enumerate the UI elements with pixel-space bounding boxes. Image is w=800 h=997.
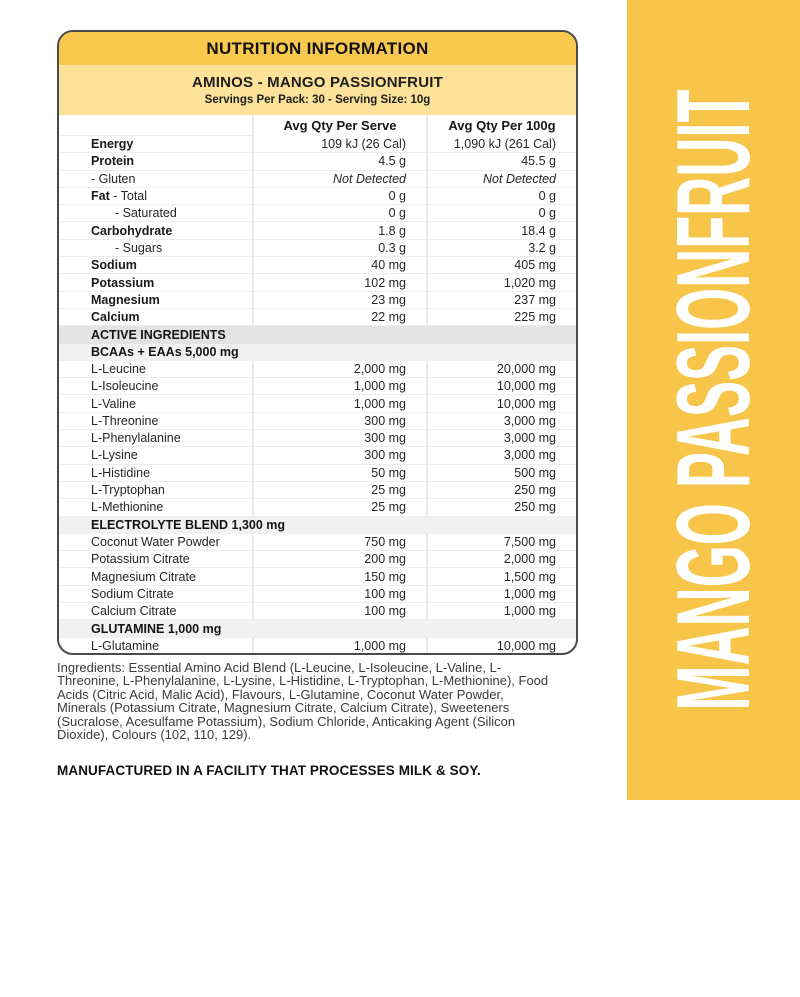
value-per-serve: 300 mg — [252, 430, 426, 447]
value-per-serve: 1,000 mg — [252, 378, 426, 395]
value-per-100g: Not Detected — [426, 171, 576, 188]
header-per-100g: Avg Qty Per 100g — [426, 115, 576, 136]
row-label: Calcium — [59, 309, 252, 326]
row-label: Calcium Citrate — [59, 603, 252, 620]
table-row — [59, 361, 576, 378]
table-row — [59, 430, 576, 447]
table-row — [59, 274, 576, 291]
ingredients-line: Acids (Citric Acid, Malic Acid), Flavours, L-Glutamine, Coconut Water Powder, — [57, 686, 504, 702]
value-per-100g: 3,000 mg — [426, 413, 576, 430]
row-label: L-Isoleucine — [59, 378, 252, 395]
table-row — [59, 395, 576, 412]
header-spacer — [59, 115, 252, 136]
value-per-100g: 250 mg — [426, 499, 576, 516]
value-per-serve: 100 mg — [252, 586, 426, 603]
value-per-100g: 3,000 mg — [426, 447, 576, 464]
ingredients-line: (Sucralose, Acesulfame Potassium), Sodium Chloride, Anticaking Agent (Silicon — [57, 713, 516, 729]
nutrition-panel — [57, 30, 578, 655]
table-row — [59, 499, 576, 516]
header-per-serve: Avg Qty Per Serve — [252, 115, 426, 136]
table-row — [59, 413, 576, 430]
row-label: L-Methionine — [59, 499, 252, 516]
row-label: Magnesium Citrate — [59, 568, 252, 585]
table-row — [59, 292, 576, 309]
row-label: Potassium Citrate — [59, 551, 252, 568]
ingredients-line: Dioxide), Colours (102, 110, 129). — [57, 727, 252, 743]
row-label: Potassium — [59, 274, 252, 291]
value-per-100g: 10,000 mg — [426, 638, 576, 655]
value-per-100g: 1,000 mg — [426, 603, 576, 620]
row-label: - Gluten — [59, 171, 252, 188]
row-label: Coconut Water Powder — [59, 534, 252, 551]
value-per-serve: 750 mg — [252, 534, 426, 551]
row-label: Magnesium — [59, 292, 252, 309]
table-row — [59, 136, 576, 153]
table-row — [59, 447, 576, 464]
table-row — [59, 465, 576, 482]
row-label: Sodium — [59, 257, 252, 274]
ingredients-line: Ingredients: Essential Amino Acid Blend (L-Leucine, L-Isoleucine, L-Valine, L- — [57, 660, 502, 675]
table-row — [59, 257, 576, 274]
value-per-serve: 1,000 mg — [252, 395, 426, 412]
ingredients-line: Threonine, L-Phenylalanine, L-Lysine, L-Histidine, L-Tryptophan, L-Methionine), Food — [57, 673, 549, 689]
value-per-100g: 500 mg — [426, 465, 576, 482]
value-per-serve: 1.8 g — [252, 222, 426, 239]
ingredients-paragraph — [57, 661, 587, 741]
value-per-100g: 1,500 mg — [426, 568, 576, 585]
row-label: L-Valine — [59, 395, 252, 412]
value-per-100g: 1,090 kJ (261 Cal) — [426, 136, 576, 153]
table-row — [59, 153, 576, 170]
value-per-serve: Not Detected — [252, 171, 426, 188]
value-per-serve: 22 mg — [252, 309, 426, 326]
value-per-serve: 4.5 g — [252, 153, 426, 170]
value-per-100g: 250 mg — [426, 482, 576, 499]
table-row — [59, 551, 576, 568]
table-row — [59, 603, 576, 620]
value-per-serve: 109 kJ (26 Cal) — [252, 136, 426, 153]
table-row — [59, 586, 576, 603]
value-per-100g: 3.2 g — [426, 240, 576, 257]
value-per-serve: 25 mg — [252, 499, 426, 516]
section-header: ACTIVE INGREDIENTS — [59, 326, 576, 343]
value-per-100g: 10,000 mg — [426, 378, 576, 395]
value-per-100g: 405 mg — [426, 257, 576, 274]
value-per-100g: 0 g — [426, 188, 576, 205]
value-per-serve: 40 mg — [252, 257, 426, 274]
row-label: Carbohydrate — [59, 222, 252, 239]
flavour-sidebar — [627, 0, 800, 800]
value-per-serve: 0 g — [252, 205, 426, 222]
table-row — [59, 205, 576, 222]
value-per-serve: 25 mg — [252, 482, 426, 499]
value-per-100g: 18.4 g — [426, 222, 576, 239]
value-per-100g: 237 mg — [426, 292, 576, 309]
value-per-100g: 45.5 g — [426, 153, 576, 170]
table-row — [59, 568, 576, 585]
value-per-serve: 50 mg — [252, 465, 426, 482]
row-label: L-Histidine — [59, 465, 252, 482]
value-per-100g: 20,000 mg — [426, 361, 576, 378]
product-bar — [59, 65, 576, 115]
facility-warning: MANUFACTURED IN A FACILITY THAT PROCESSES MILK & SOY. — [57, 762, 481, 778]
value-per-serve: 200 mg — [252, 551, 426, 568]
ingredients-line: Minerals (Potassium Citrate, Magnesium Citrate, Calcium Citrate), Sweeteners — [57, 700, 510, 716]
value-per-serve: 0 g — [252, 188, 426, 205]
value-per-serve: 1,000 mg — [252, 638, 426, 655]
table-row — [59, 482, 576, 499]
value-per-serve: 102 mg — [252, 274, 426, 291]
value-per-serve: 100 mg — [252, 603, 426, 620]
value-per-serve: 2,000 mg — [252, 361, 426, 378]
value-per-100g: 1,020 mg — [426, 274, 576, 291]
row-label: Protein — [59, 153, 252, 170]
value-per-100g: 10,000 mg — [426, 395, 576, 412]
section-header: ELECTROLYTE BLEND 1,300 mg — [59, 517, 576, 534]
table-row — [59, 378, 576, 395]
value-per-100g: 225 mg — [426, 309, 576, 326]
value-per-100g: 0 g — [426, 205, 576, 222]
flavour-vertical-text — [655, 0, 772, 997]
product-title: AMINOS - MANGO PASSIONFRUIT — [192, 74, 443, 91]
value-per-100g: 1,000 mg — [426, 586, 576, 603]
value-per-serve: 0.3 g — [252, 240, 426, 257]
nutrition-table-body — [59, 136, 576, 655]
panel-title-bar — [59, 32, 576, 65]
row-label: L-Glutamine — [59, 638, 252, 655]
panel-title: NUTRITION INFORMATION — [206, 38, 429, 58]
value-per-serve: 23 mg — [252, 292, 426, 309]
section-header: GLUTAMINE 1,000 mg — [59, 620, 576, 637]
row-label: - Sugars — [59, 240, 252, 257]
value-per-100g: 2,000 mg — [426, 551, 576, 568]
row-label: L-Lysine — [59, 447, 252, 464]
table-row — [59, 638, 576, 655]
table-header-row — [59, 115, 576, 136]
value-per-100g: 3,000 mg — [426, 430, 576, 447]
value-per-100g: 7,500 mg — [426, 534, 576, 551]
section-header: BCAAs + EAAs 5,000 mg — [59, 344, 576, 361]
flavour-text-label: MANGO PASSIONFRUIT — [655, 89, 772, 711]
row-label: L-Tryptophan — [59, 482, 252, 499]
row-label: L-Threonine — [59, 413, 252, 430]
row-label: Fat - Total — [59, 188, 252, 205]
row-label: Sodium Citrate — [59, 586, 252, 603]
value-per-serve: 300 mg — [252, 413, 426, 430]
row-label: - Saturated — [59, 205, 252, 222]
servings-line: Servings Per Pack: 30 - Serving Size: 10g — [204, 94, 431, 106]
table-row — [59, 534, 576, 551]
value-per-serve: 150 mg — [252, 568, 426, 585]
table-row — [59, 222, 576, 239]
value-per-serve: 300 mg — [252, 447, 426, 464]
row-label: L-Phenylalanine — [59, 430, 252, 447]
table-row — [59, 188, 576, 205]
row-label: L-Leucine — [59, 361, 252, 378]
row-label: Energy — [59, 136, 252, 153]
table-row — [59, 240, 576, 257]
table-row — [59, 309, 576, 326]
table-row — [59, 171, 576, 188]
